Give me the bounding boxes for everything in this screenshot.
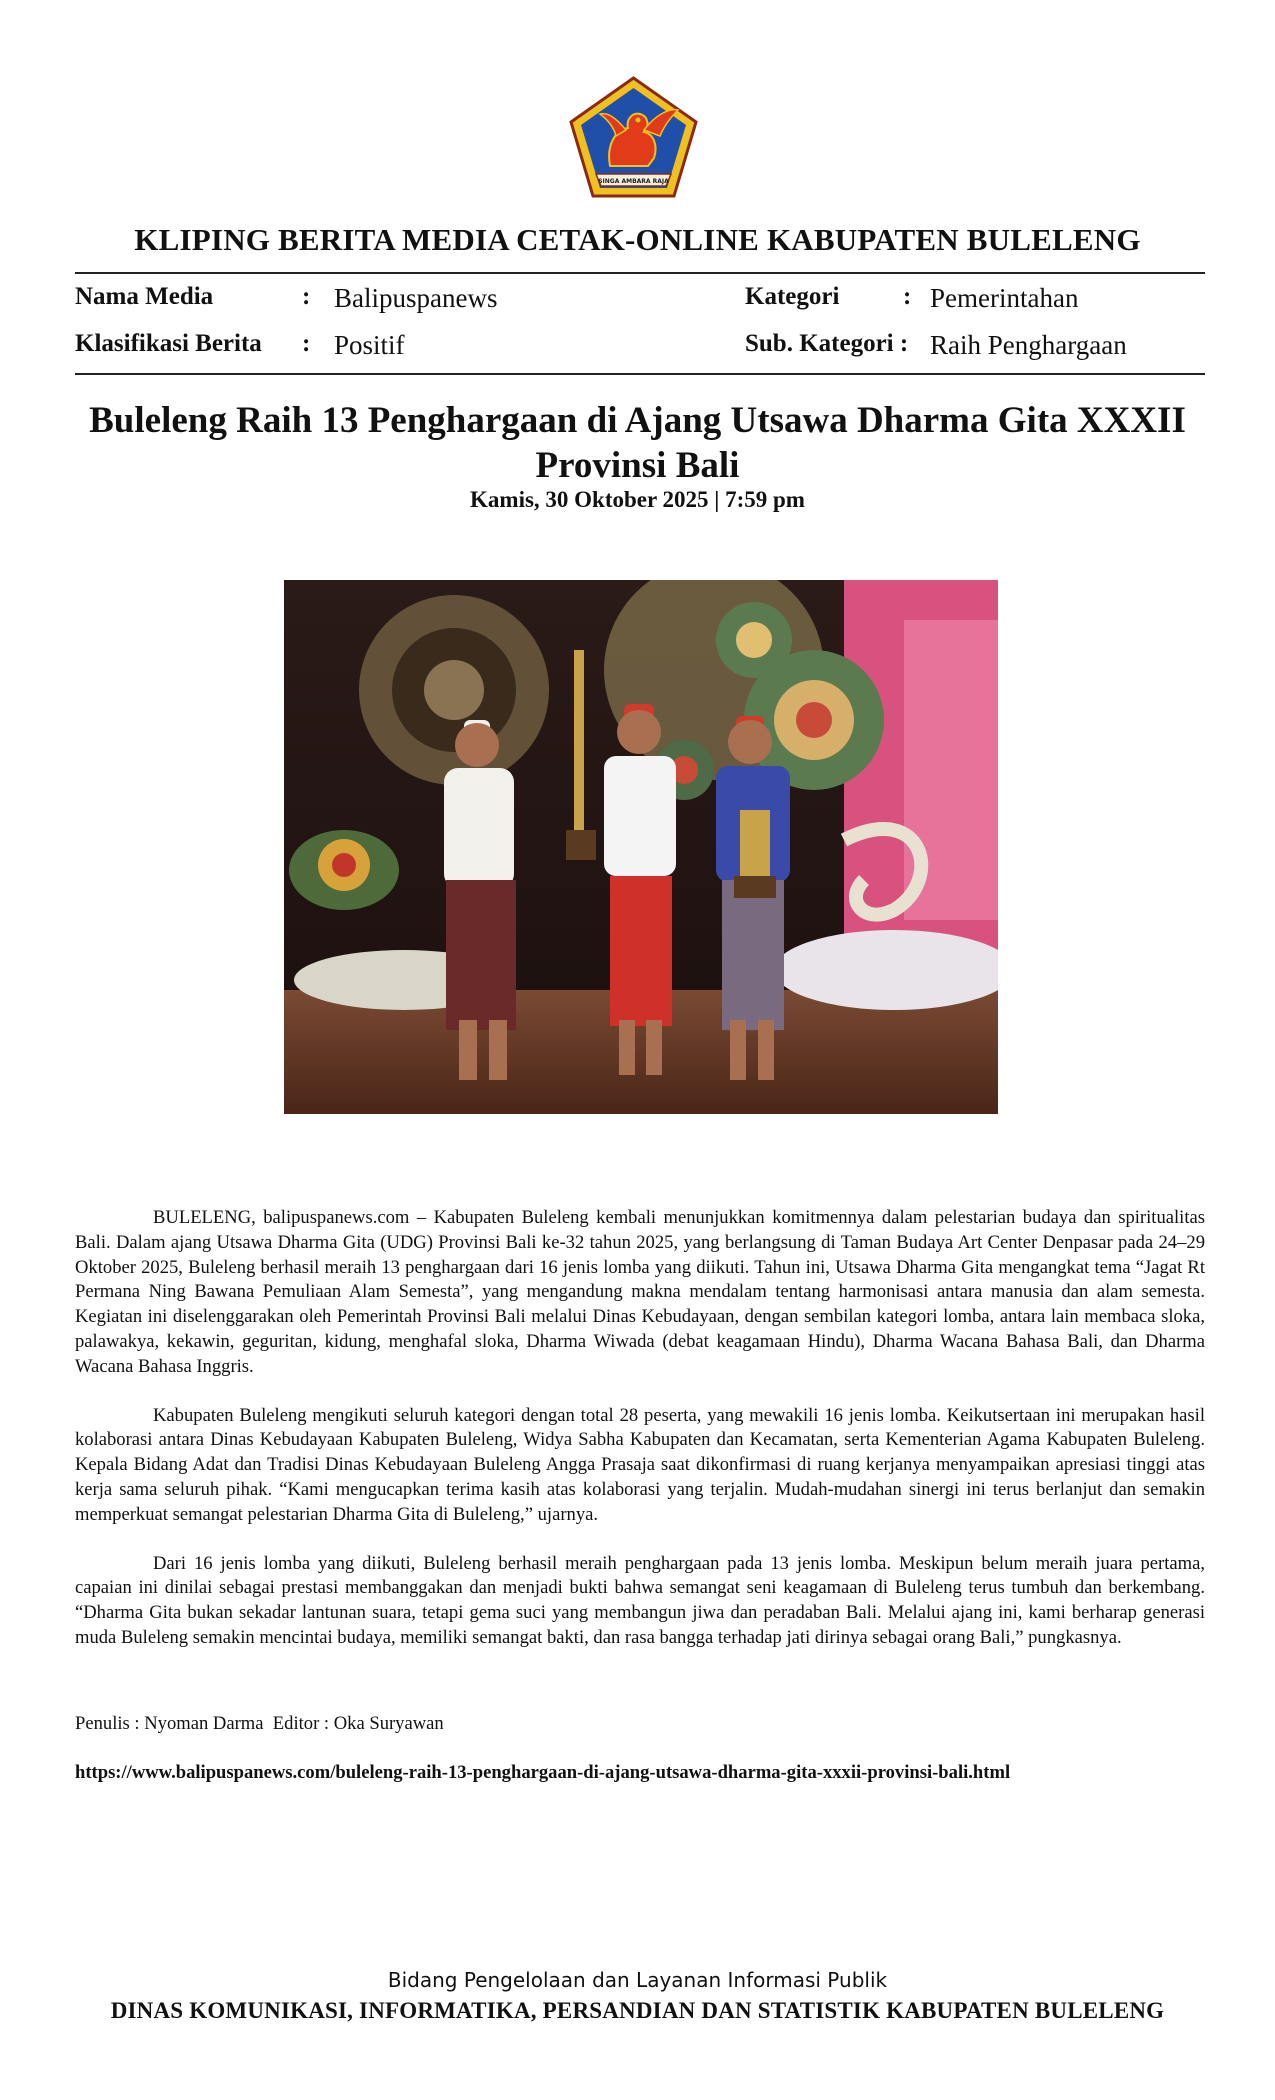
- article-headline: Buleleng Raih 13 Penghargaan di Ajang Utsawa Dharma Gita XXXII Provinsi Bali: [89, 400, 1186, 486]
- divider-top: [75, 272, 1205, 274]
- emblem-icon: [566, 74, 701, 200]
- buleleng-emblem-logo: [566, 74, 701, 200]
- document-title: KLIPING BERITA MEDIA CETAK-ONLINE KABUPATEN BULELENG: [134, 222, 1141, 257]
- article-paragraph: Dari 16 jenis lomba yang diikuti, Buleleng berhasil meraih penghargaan pada 13 jenis lomba. Meskipun belum meraih juara pertama, capaian ini dinilai sebagai prestasi membanggakan dan menjadi bukti bahwa semangat seni keagamaan di Buleleng terus tumbuh dan berkembang. “Dharma Gita bukan sekadar lantunan suara, tetapi gema suci yang membangun jiwa dan peradaban Bali. Melalui ajang ini, kami berharap generasi muda Buleleng semakin mencintai budaya, memiliki semangat bakti, dan rasa bangga terhadap jati dirinya sebagai orang Bali,” pungkasnya.: [75, 1552, 1205, 1648]
- meta-colon: :: [302, 283, 311, 310]
- footer-subtitle: Bidang Pengelolaan dan Layanan Informasi Publik: [387, 1968, 888, 1992]
- kategori-label: Kategori: [745, 283, 840, 310]
- klasifikasi-label: Klasifikasi Berita: [75, 330, 262, 357]
- kategori-value: Pemerintahan: [930, 283, 1079, 313]
- meta-colon: :: [302, 330, 311, 357]
- nama-media-label: Nama Media: [75, 283, 214, 310]
- article-credits: Penulis : Nyoman Darma Editor : Oka Suryawan: [75, 1713, 444, 1734]
- sub-kategori-value: Raih Penghargaan: [930, 330, 1127, 360]
- nama-media-value: Balipuspanews: [334, 283, 498, 313]
- divider-bottom: [75, 373, 1205, 375]
- sub-kategori-label: Sub. Kategori :: [745, 330, 909, 357]
- article-paragraph: BULELENG, balipuspanews.com – Kabupaten Buleleng kembali menunjukkan komitmennya dalam pelestarian budaya dan spiritualitas Bali. Dalam ajang Utsawa Dharma Gita (UDG) Provinsi Bali ke-32 tahun 2025, yang berlangsung di Taman Budaya Art Center Denpasar pada 24–29 Oktober 2025, Buleleng berhasil meraih 13 penghargaan dari 16 jenis lomba yang diikuti. Tahun ini, Utsawa Dharma Gita mengangkat tema “Jagat Rt Permana Ning Bawana Pemuliaan Alam Semesta”, yang mengandung makna mendalam tentang harmonisasi antara manusia dan alam semesta. Kegiatan ini diselenggarakan oleh Pemerintah Provinsi Bali melalui Dinas Kebudayaan, dengan sembilan kategori lomba, antara lain membaca sloka, palawakya, kekawin, geguritan, kidung, menghafal sloka, Dharma Wiwada (debat keagamaan Hindu), Dharma Wacana Bahasa Bali, dan Dharma Wacana Bahasa Inggris.: [75, 1207, 1205, 1377]
- article-photo: [284, 580, 998, 1114]
- footer-agency: DINAS KOMUNIKASI, INFORMATIKA, PERSANDIAN DAN STATISTIK KABUPATEN BULELENG: [110, 1998, 1165, 2023]
- source-link[interactable]: https://www.balipuspanews.com/buleleng-raih-13-penghargaan-di-ajang-utsawa-dharma-gita-xxxii-provinsi-bali.html: [75, 1762, 1011, 1783]
- article-body: [75, 1206, 1205, 1675]
- svg-text:SINGA AMBARA RAJA: SINGA AMBARA RAJA: [598, 178, 669, 185]
- klasifikasi-value: Positif: [334, 330, 405, 360]
- meta-colon: :: [903, 283, 912, 310]
- award-ceremony-photo-icon: [284, 580, 998, 1114]
- article-dateline: Kamis, 30 Oktober 2025 | 7:59 pm: [470, 487, 805, 512]
- article-paragraph: Kabupaten Buleleng mengikuti seluruh kategori dengan total 28 peserta, yang mewakili 16 jenis lomba. Keikutsertaan ini merupakan hasil kolaborasi antara Dinas Kebudayaan Kabupaten Buleleng, Widya Sabha Kabupaten dan Kecamatan, serta Kementerian Agama Kabupaten Buleleng. Kepala Bidang Adat dan Tradisi Dinas Kebudayaan Buleleng Angga Prasaja saat dikonfirmasi di ruang kerjanya menyampaikan apresiasi tinggi atas kerja sama seluruh pihak. “Kami mengucapkan terima kasih atas kolaborasi yang terjalin. Mudah-mudahan sinergi ini terus berlanjut dan semakin memperkuat semangat pelestarian Dharma Gita di Buleleng,” ujarnya.: [75, 1404, 1205, 1525]
